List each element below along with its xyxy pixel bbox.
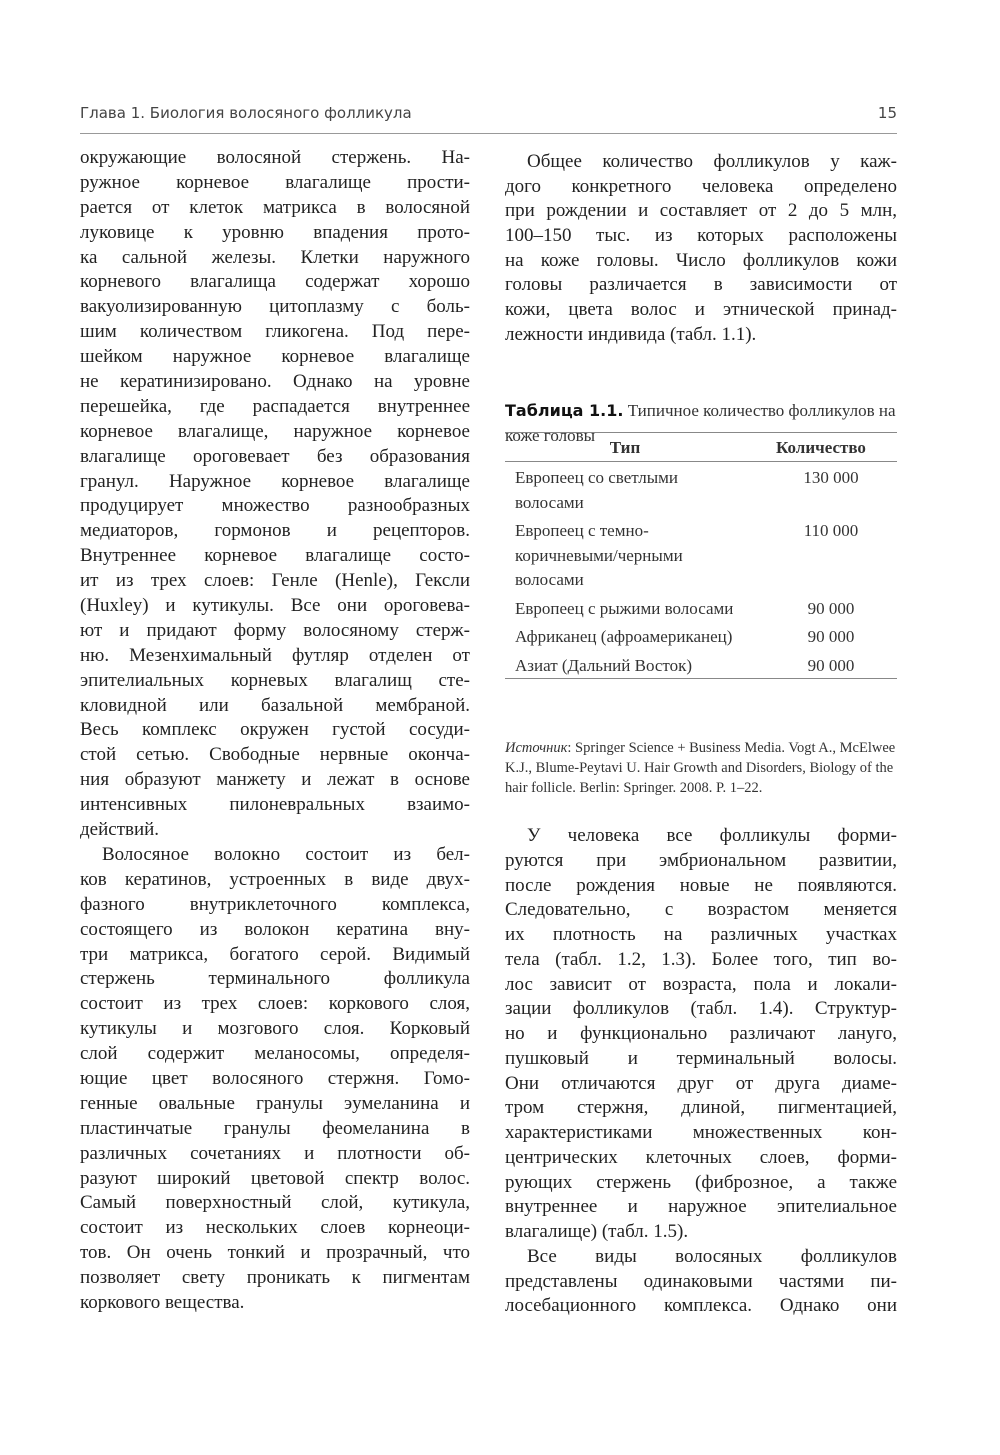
text-line: ющие цвет волосяного стержня. Гомо- — [80, 1067, 470, 1089]
text-line: Они отличаются друг от друга диаме- — [505, 1072, 897, 1094]
text-line: Волосяное волокно состоит из бел- — [102, 843, 470, 865]
text-line: Внутреннее корневое влагалище состо- — [80, 545, 470, 567]
source-text: : Springer Science + Business Media. Vogt A., McElwee K.J., Blume-Peytavi U. Hair Growth and Disorders, Biology of the hair follicle. Berlin: Springer. 2008. P. 1–22. — [505, 740, 896, 796]
text-line: представлены одинаковыми частями пи- — [505, 1270, 897, 1292]
text-line: окружающие волосяной стержень. На- — [80, 147, 470, 168]
text-line: фазного внутриклеточного комплекса, — [80, 893, 470, 915]
text-line: лос зависит от возраста, пола и локали- — [505, 973, 897, 995]
text-line: ит из трех слоев: Генле (Henle), Гексли — [80, 570, 470, 592]
header-type: Тип — [609, 438, 641, 457]
right-body-text — [505, 824, 897, 1319]
text-line: рующих стержень (фиброзное, а также — [505, 1171, 897, 1193]
text-line: руются при эмбриональном развитии, — [505, 849, 897, 871]
text-line: вакуолизированную цитоплазму с боль- — [80, 296, 470, 318]
text-line: эпителиальных корневых влагалищ сте- — [80, 669, 470, 691]
text-line: характеристиками множественных кон- — [505, 1122, 897, 1143]
cell-count: 110 000 — [803, 521, 859, 540]
text-line: У человека все фолликулы форми- — [527, 825, 897, 846]
text-line: пушковый и терминальный волосы. — [505, 1047, 897, 1069]
header-count: Количество — [776, 438, 866, 457]
text-line: Все виды волосяных фолликулов — [527, 1245, 897, 1267]
text-line: стой сетью. Свободные нервные оконча- — [80, 744, 470, 766]
text-line: тов. Он очень тонкий и прозрачный, что — [80, 1242, 470, 1264]
text-line: интенсивных пилоневральных взаимо- — [80, 794, 470, 816]
text-line: Общее количество фолликулов у каж- — [527, 151, 897, 172]
text-line: действий. — [80, 819, 160, 841]
table-source — [505, 738, 897, 798]
text-line: лосебационного комплекса. Однако они — [505, 1295, 897, 1317]
table-row — [505, 515, 897, 593]
text-line: корневое влагалище, наружное корневое — [80, 420, 470, 442]
text-line: гранул. Наружное корневое влагалище — [80, 470, 470, 492]
cell-type: Азиат (Дальний Восток) — [515, 655, 693, 675]
text-line: Следовательно, с возрастом меняется — [505, 899, 897, 921]
text-line: головы различается в зависимости от — [505, 274, 897, 296]
cell-type: Европеец с темно-коричневыми/черными волосами — [515, 521, 683, 589]
text-line: стержень терминального фолликула — [80, 968, 470, 990]
paragraph — [80, 146, 470, 843]
text-line: не кератинизировано. Однако на уровне — [80, 371, 470, 393]
table-header-row — [505, 433, 897, 462]
text-line: ют и придают форму волосяному стерж- — [80, 619, 470, 641]
text-line: три матрикса, богатого серой. Видимый — [80, 943, 470, 965]
text-line: ка сальной железы. Клетки наружного — [80, 246, 470, 268]
cell-type: Европеец со светлыми волосами — [515, 468, 679, 512]
text-line: но и функционально различают лануго, — [505, 1023, 897, 1044]
text-line: состоит из нескольких слоев корнеоци- — [80, 1217, 470, 1239]
table-row — [505, 593, 897, 622]
text-line: тром стержня, длиной, пигментацией, — [505, 1097, 897, 1119]
left-column-text — [80, 146, 470, 1316]
text-line: коркового вещества. — [80, 1291, 245, 1313]
text-line: рается от клеток матрикса в волосяной — [80, 196, 470, 218]
text-line: 100–150 тыс. из которых расположены — [505, 225, 897, 247]
text-line: пластинчатые гранулы феомеланина в — [80, 1117, 470, 1139]
text-line: кутикулы и мозгового слоя. Корковый — [80, 1018, 470, 1040]
text-line: Самый поверхностный слой, кутикула, — [80, 1192, 470, 1214]
text-line: позволяет свету проникать к пигментам — [80, 1267, 470, 1289]
text-line: корневого влагалища содержат хорошо — [80, 271, 470, 293]
text-line: шейком наружное корневое влагалище — [80, 346, 470, 368]
text-line: шим количеством гликогена. Под пере- — [80, 321, 470, 343]
text-line: тела (табл. 1.2, 1.3). Более того, тип во- — [505, 948, 897, 970]
text-line: ния образуют манжету и лежат в основе — [80, 769, 470, 791]
text-line: кловидной или базальной мембраной. — [80, 694, 470, 716]
paragraph — [80, 843, 470, 1316]
page-number: 15 — [877, 104, 897, 122]
running-title: Глава 1. Биология волосяного фолликула — [80, 104, 412, 122]
text-line: состоит из трех слоев: коркового слоя, — [80, 993, 470, 1015]
text-line: их плотность на различных участках — [505, 924, 897, 945]
text-line: центрических клеточных слоев, форми- — [505, 1146, 897, 1168]
cell-count: 90 000 — [807, 655, 855, 675]
table-row — [505, 462, 897, 515]
right-intro-text — [505, 150, 897, 348]
text-line: зации фолликулов (табл. 1.4). Структур- — [505, 998, 897, 1020]
text-line: влагалище) (табл. 1.5). — [505, 1221, 689, 1242]
text-line: лежности индивида (табл. 1.1). — [505, 323, 757, 345]
text-line: ружное корневое влагалище прости- — [80, 171, 470, 193]
cell-count: 130 000 — [803, 468, 859, 487]
text-line: слой содержит меланосомы, определя- — [80, 1043, 470, 1065]
text-line: генные овальные гранулы эумеланина и — [80, 1092, 470, 1114]
table-label: Таблица 1.1. — [505, 401, 624, 420]
text-line: при рождении и составляет от 2 до 5 млн, — [505, 200, 897, 222]
cell-type: Африканец (афроамериканец) — [515, 627, 733, 646]
cell-type: Европеец с рыжими волосами — [515, 598, 734, 618]
text-line: различных сочетаниях и плотности об- — [80, 1142, 470, 1164]
text-line: состоящего из волокон кератина вну- — [80, 918, 470, 940]
text-line: кожи, цвета волос и этнической принад- — [505, 299, 897, 321]
text-line: влагалище ороговевает без образования — [80, 445, 470, 467]
text-line: луковице к уровню впадения прото- — [80, 221, 470, 243]
text-line: внутреннее и наружное эпителиальное — [505, 1196, 897, 1218]
follicle-count-table — [505, 432, 897, 679]
cell-count: 90 000 — [807, 627, 855, 646]
text-line: ков кератинов, устроенных в виде двух- — [80, 868, 470, 890]
text-line: ню. Мезенхимальный футляр отделен от — [80, 644, 470, 666]
paragraph — [505, 150, 897, 348]
text-line: продуцирует множество разнообразных — [80, 495, 470, 517]
text-line: дого конкретного человека определено — [505, 175, 897, 197]
text-line: после рождения новые не появляются. — [505, 874, 897, 896]
table-row — [505, 621, 897, 650]
header-rule — [80, 133, 897, 134]
text-line: Весь комплекс окружен густой сосуди- — [80, 719, 470, 741]
text-line: разуют широкий цветовой спектр волос. — [80, 1167, 470, 1189]
table-caption-text: Типичное количество фолликулов на коже головы — [505, 401, 896, 445]
paragraph — [505, 1245, 897, 1319]
text-line: медиаторов, гормонов и рецепторов. — [80, 520, 470, 542]
cell-count: 90 000 — [807, 598, 855, 618]
paragraph — [505, 824, 897, 1245]
source-label: Источник — [505, 740, 568, 756]
text-line: (Huxley) и кутикулы. Все они ороговева- — [80, 595, 470, 617]
text-line: перешейка, где распадается внутреннее — [80, 395, 470, 417]
table-row — [505, 650, 897, 679]
text-line: на коже головы. Число фолликулов кожи — [505, 249, 897, 271]
